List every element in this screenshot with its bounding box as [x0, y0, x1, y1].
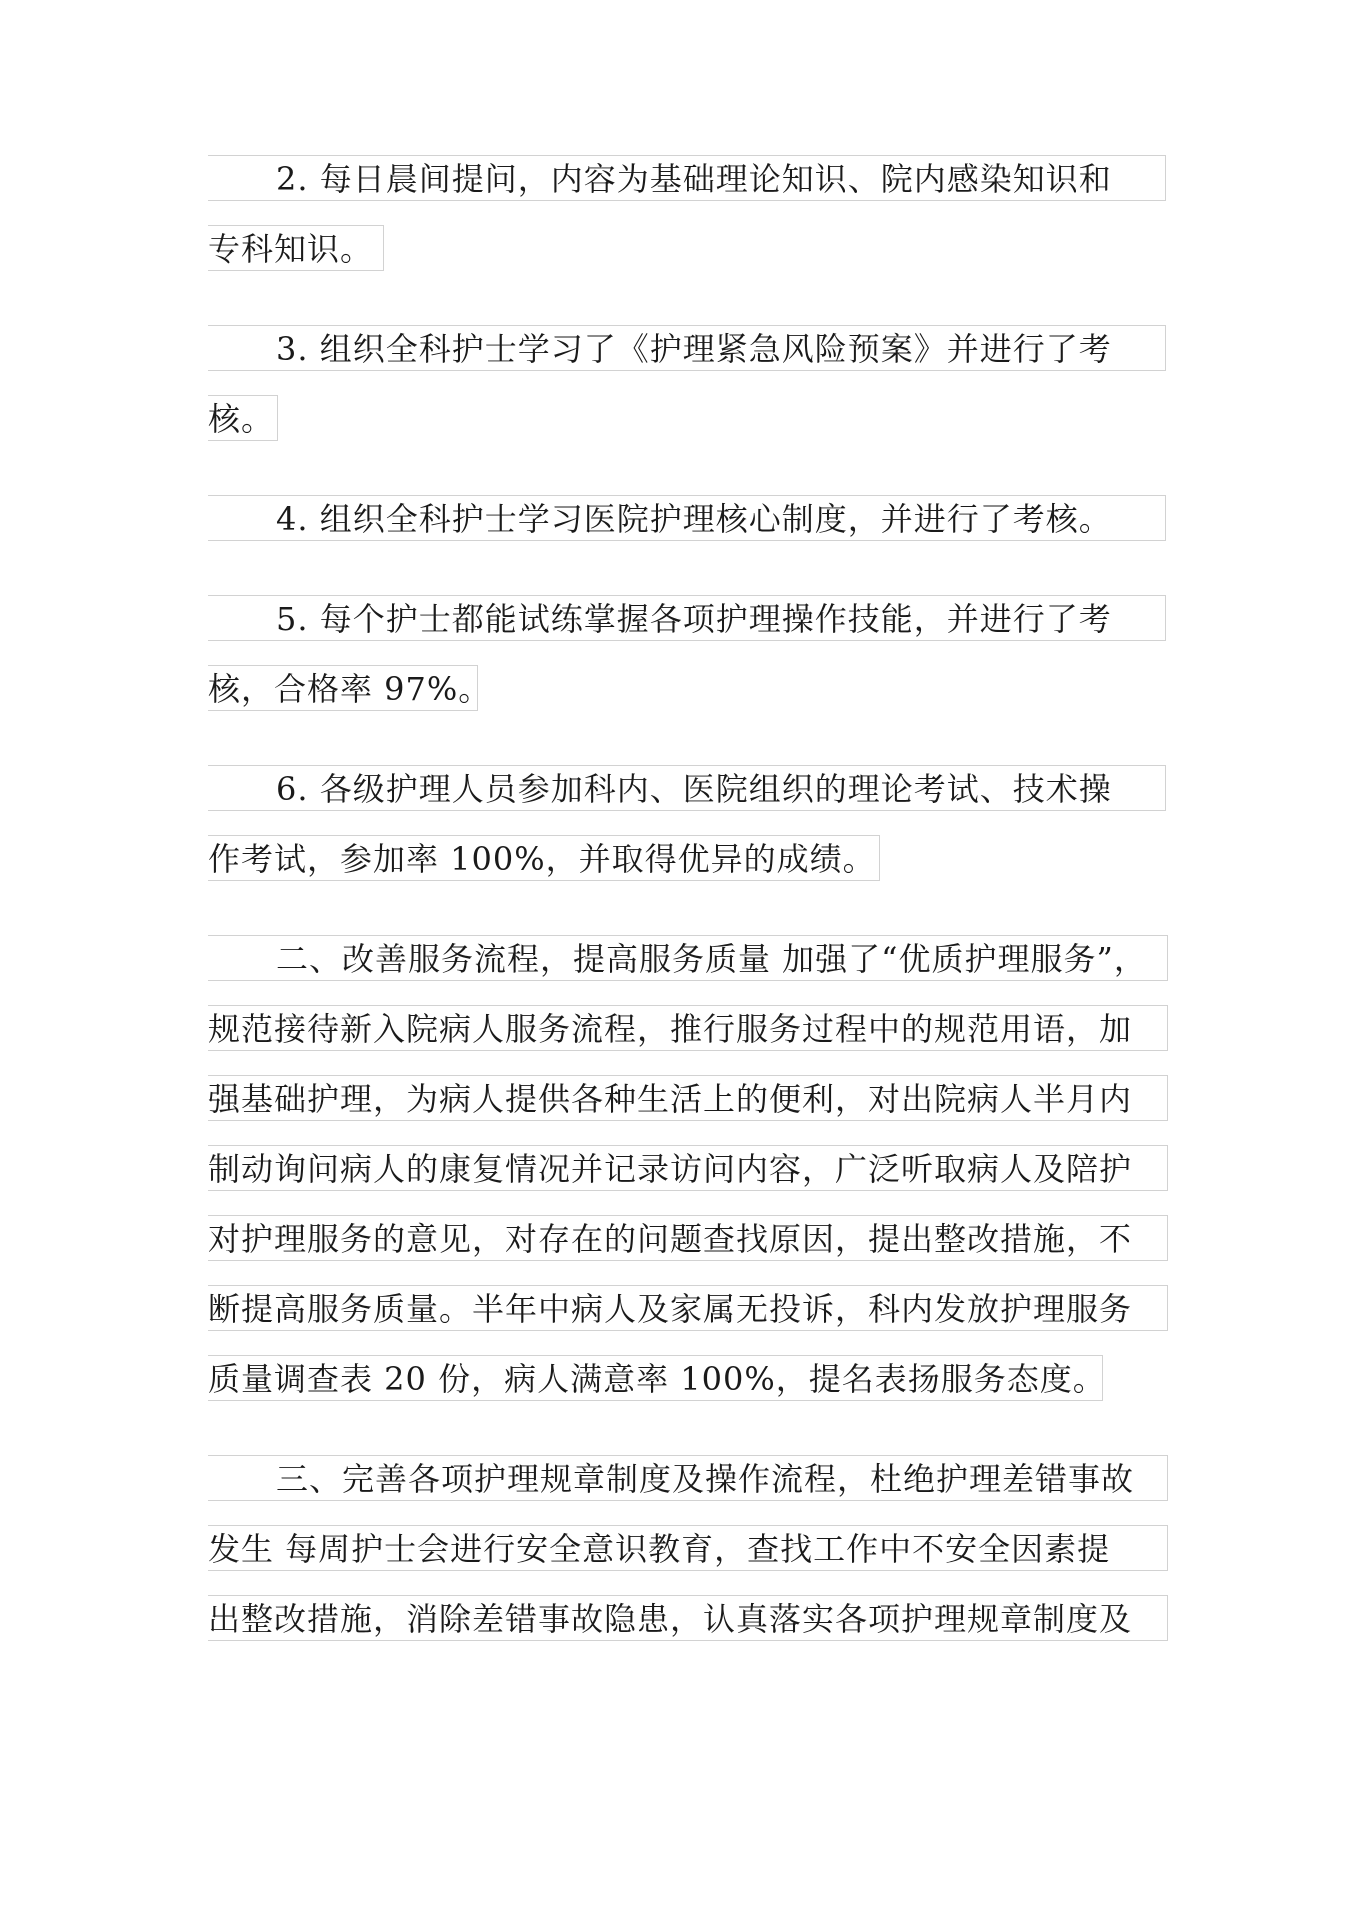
section-2-line-6: 断提高服务质量。半年中病人及家属无投诉，科内发放护理服务: [208, 1285, 1168, 1331]
section-2-line-3: 强基础护理，为病人提供各种生活上的便利，对出院病人半月内: [208, 1075, 1168, 1121]
section-2-line-4: 制动询问病人的康复情况并记录访问内容，广泛听取病人及陪护: [208, 1145, 1168, 1191]
section-2-line-5: 对护理服务的意见，对存在的问题查找原因，提出整改措施，不: [208, 1215, 1168, 1261]
item-3-line-2: 核。: [208, 395, 278, 441]
item-2-line-1: 2. 每日晨间提问，内容为基础理论知识、院内感染知识和: [208, 155, 1166, 201]
item-3-line-1: 3. 组织全科护士学习了《护理紧急风险预案》并进行了考: [208, 325, 1166, 371]
item-5-line-2: 核，合格率 97%。: [208, 665, 478, 711]
item-4-line-1: 4. 组织全科护士学习医院护理核心制度，并进行了考核。: [208, 495, 1166, 541]
section-3-line-2: 发生 每周护士会进行安全意识教育，查找工作中不安全因素提: [208, 1525, 1168, 1571]
section-3-line-1: 三、完善各项护理规章制度及操作流程，杜绝护理差错事故: [208, 1455, 1168, 1501]
section-2-line-1: 二、改善服务流程，提高服务质量 加强了“优质护理服务”，: [208, 935, 1168, 981]
item-6-line-2: 作考试，参加率 100%，并取得优异的成绩。: [208, 835, 880, 881]
section-2-line-7: 质量调查表 20 份，病人满意率 100%，提名表扬服务态度。: [208, 1355, 1103, 1401]
item-5-line-1: 5. 每个护士都能试练掌握各项护理操作技能，并进行了考: [208, 595, 1166, 641]
item-2-line-2: 专科知识。: [208, 225, 384, 271]
section-3-line-3: 出整改措施，消除差错事故隐患，认真落实各项护理规章制度及: [208, 1595, 1168, 1641]
item-6-line-1: 6. 各级护理人员参加科内、医院组织的理论考试、技术操: [208, 765, 1166, 811]
section-2-line-2: 规范接待新入院病人服务流程，推行服务过程中的规范用语，加: [208, 1005, 1168, 1051]
